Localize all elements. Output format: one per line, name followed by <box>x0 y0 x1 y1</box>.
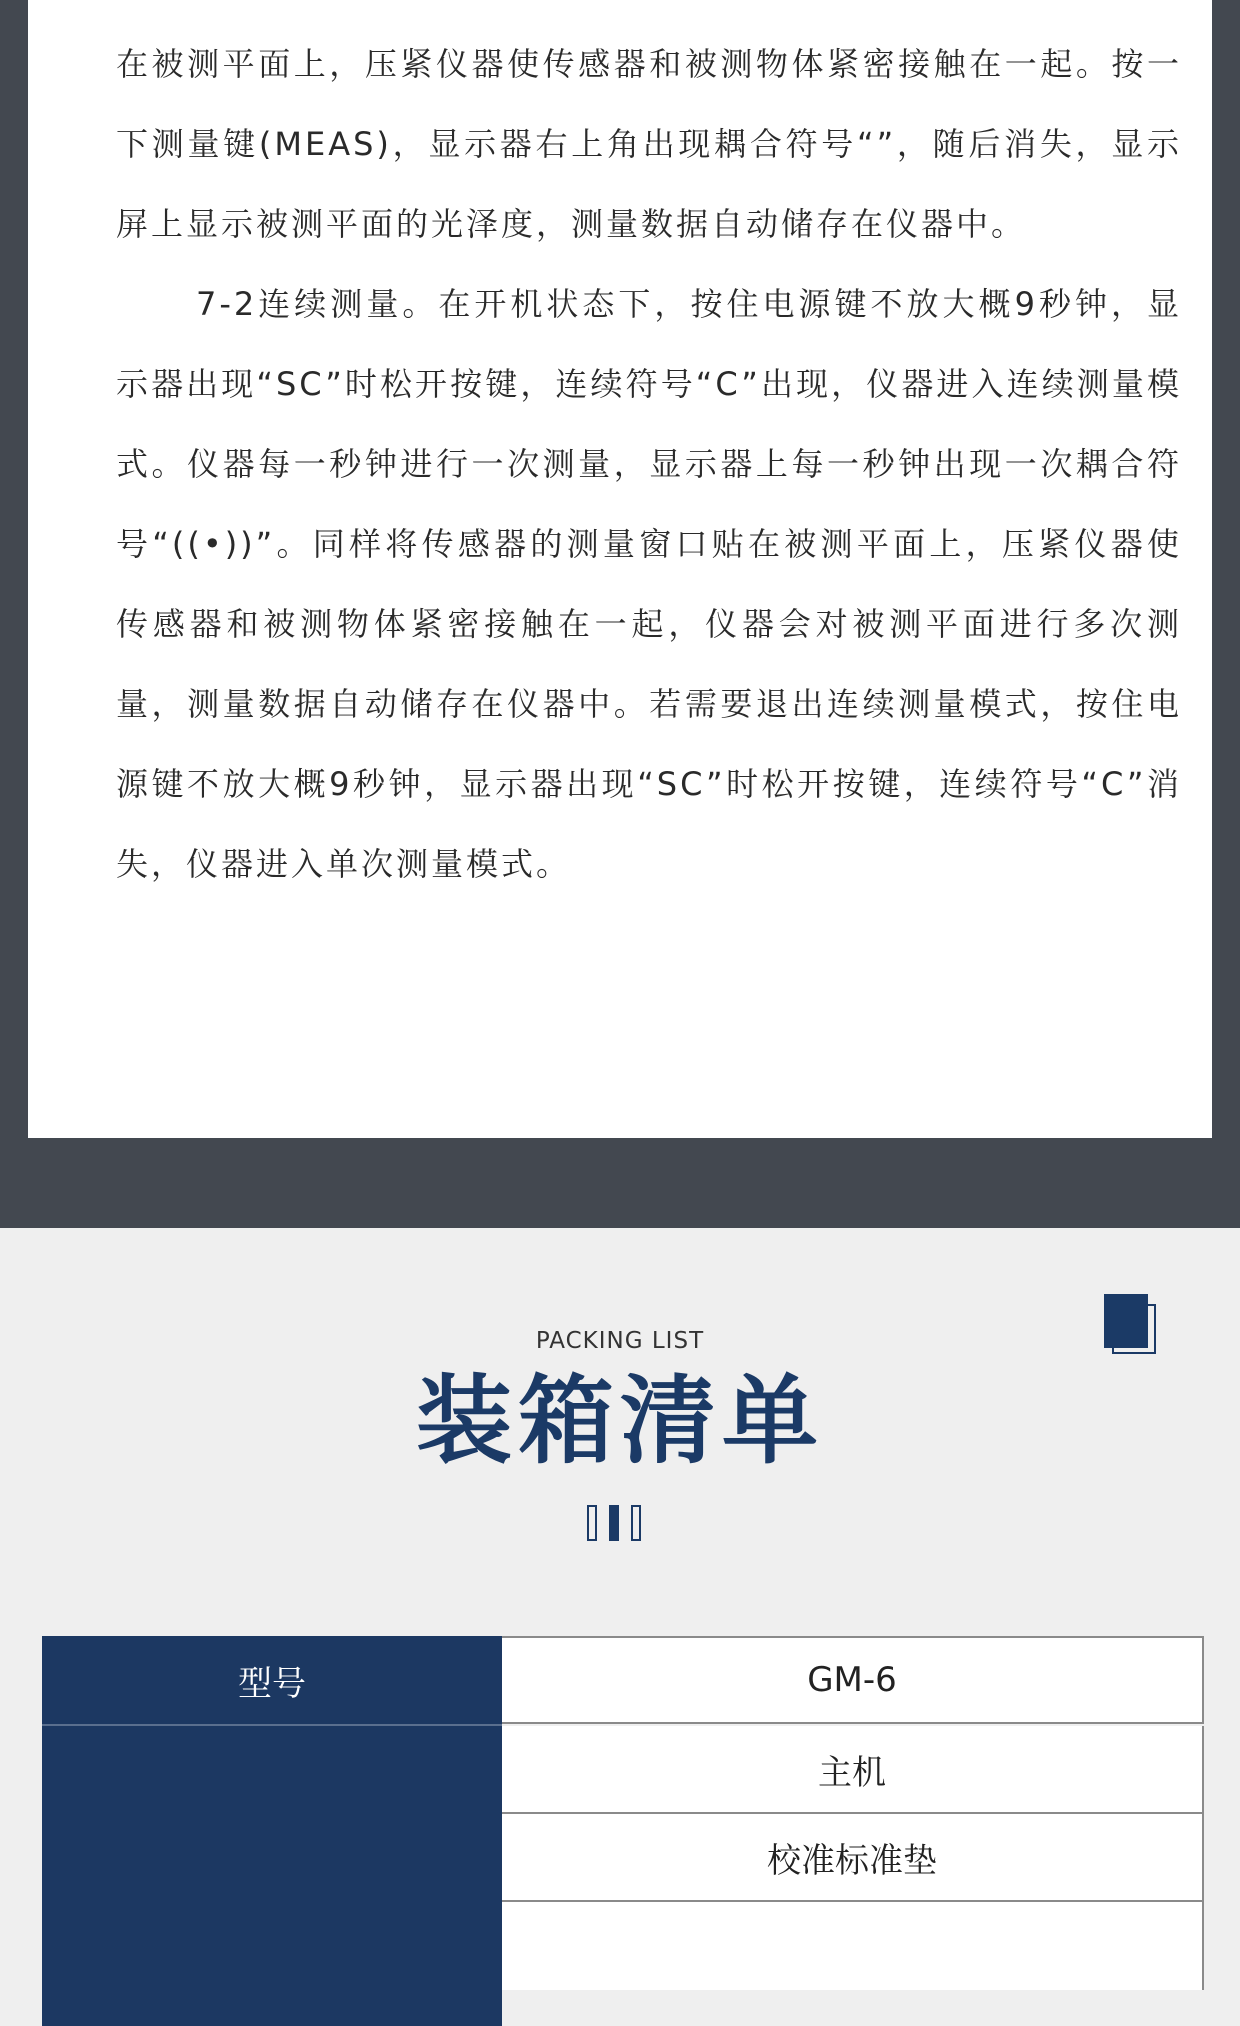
document-card <box>28 0 1212 1138</box>
packing-table <box>42 1636 1204 1881</box>
table-row <box>42 1636 1204 1724</box>
paragraph-continuous-measure: 7-2连续测量。在开机状态下，按住电源键不放大概9秒钟，显示器出现“SC”时松开按键，连续符号“C”出现，仪器进入连续测量模式。仪器每一秒钟进行一次测量，显示器上每一秒钟出现一次耦合符号“((•))”。同样将传感器的测量窗口贴在被测平面上，压紧仪器使传感器和被测物体紧密接触在一起，仪器会对被测平面进行多次测量，测量数据自动储存在仪器中。若需要退出连续测量模式，按住电源键不放大概9秒钟，显示器出现“SC”时松开按键，连续符号“C”消失，仪器进入单次测量模式。 <box>116 285 1182 883</box>
table-row <box>42 1726 1204 1814</box>
packing-list-section <box>0 1228 1240 1920</box>
model-value: GM-6 <box>502 1636 1204 1724</box>
title-divider-icon <box>587 1505 647 1545</box>
item-cell-partial <box>502 1902 1204 1990</box>
paragraph-single-measure: 在被测平面上，压紧仪器使传感器和被测物体紧密接触在一起。按一下测量键(MEAS)，显示器右上角出现耦合符号“”，随后消失，显示屏上显示被测平面的光泽度，测量数据自动储存在仪器中。 <box>116 45 1182 243</box>
item-cell: 主机 <box>502 1726 1204 1814</box>
model-label: 型号 <box>42 1636 502 1724</box>
table-row <box>42 1902 1204 1990</box>
section-subtitle: PACKING LIST <box>535 1328 705 1354</box>
item-cell: 校准标准垫 <box>502 1814 1204 1902</box>
table-row <box>42 1814 1204 1902</box>
document-text <box>116 24 1182 904</box>
section-title: 装箱清单 <box>416 1365 824 1477</box>
